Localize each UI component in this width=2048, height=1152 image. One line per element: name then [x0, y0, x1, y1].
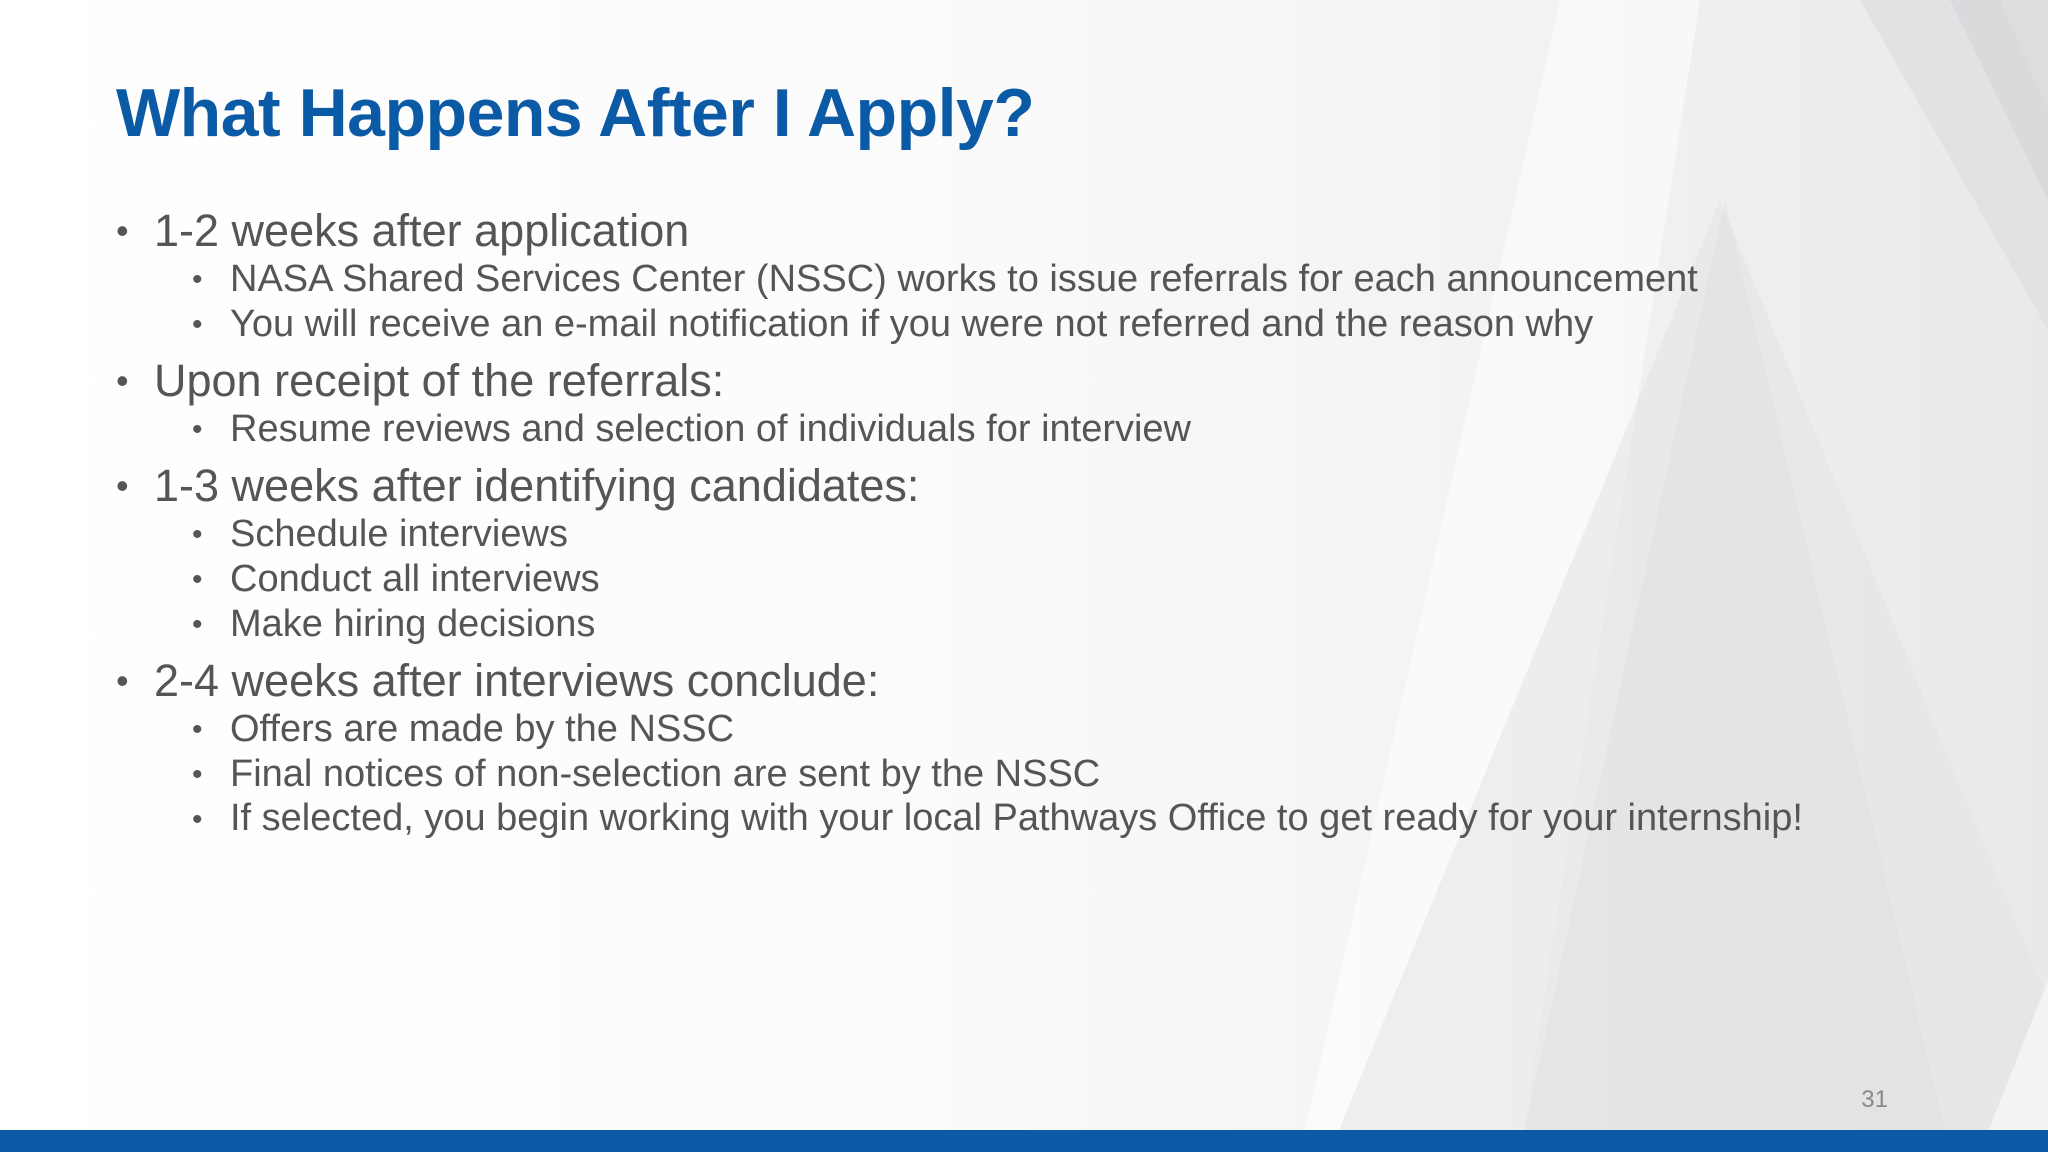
list-item	[192, 302, 1816, 347]
bullet-icon: •	[192, 803, 203, 836]
list-item-text: If selected, you begin working with your local Pathways Office to get ready for your internship!	[230, 797, 1803, 839]
list-item	[192, 407, 1816, 452]
section-4	[116, 655, 1816, 839]
footer-bar	[0, 1130, 2048, 1152]
list-item-text: Offers are made by the NSSC	[230, 708, 735, 750]
list-item	[192, 707, 1816, 752]
bullet-icon: •	[192, 608, 203, 641]
section-1	[116, 205, 1816, 347]
page-number: 31	[1861, 1086, 1888, 1113]
section-heading	[116, 655, 1816, 707]
bullet-icon: •	[192, 308, 203, 341]
list-item	[192, 797, 1816, 839]
list-item-text: Final notices of non-selection are sent by the NSSC	[230, 753, 1101, 795]
list-item-text: You will receive an e-mail notification if you were not referred and the reason why	[230, 303, 1594, 345]
bullet-list	[116, 205, 1816, 843]
list-item	[192, 602, 1816, 647]
bullet-icon: •	[192, 413, 203, 446]
list-item	[192, 257, 1816, 302]
section-2	[116, 355, 1816, 452]
bullet-icon: •	[192, 518, 203, 551]
bullet-icon: •	[116, 465, 129, 506]
list-item	[192, 557, 1816, 602]
bullet-icon: •	[192, 263, 203, 296]
section-heading	[116, 205, 1816, 257]
slide-title: What Happens After I Apply?	[116, 75, 1035, 151]
section-heading	[116, 355, 1816, 407]
list-item-text: Schedule interviews	[230, 513, 568, 555]
section-heading-text: 1-3 weeks after identifying candidates:	[154, 460, 920, 511]
section-3	[116, 460, 1816, 647]
bullet-icon: •	[116, 360, 129, 401]
list-item-text: Conduct all interviews	[230, 558, 600, 600]
list-item-text: Make hiring decisions	[230, 603, 596, 645]
bullet-icon: •	[116, 660, 129, 701]
bullet-icon: •	[192, 563, 203, 596]
list-item-text: NASA Shared Services Center (NSSC) works to issue referrals for each announcement	[230, 258, 1698, 300]
section-heading-text: 1-2 weeks after application	[154, 205, 690, 256]
bullet-icon: •	[192, 758, 203, 791]
list-item-text: Resume reviews and selection of individuals for interview	[230, 408, 1192, 450]
bullet-icon: •	[192, 713, 203, 746]
section-heading-text: 2-4 weeks after interviews conclude:	[154, 655, 880, 706]
bullet-icon: •	[116, 210, 129, 251]
list-item	[192, 752, 1816, 797]
section-heading	[116, 460, 1816, 512]
section-heading-text: Upon receipt of the referrals:	[154, 355, 725, 406]
list-item	[192, 512, 1816, 557]
